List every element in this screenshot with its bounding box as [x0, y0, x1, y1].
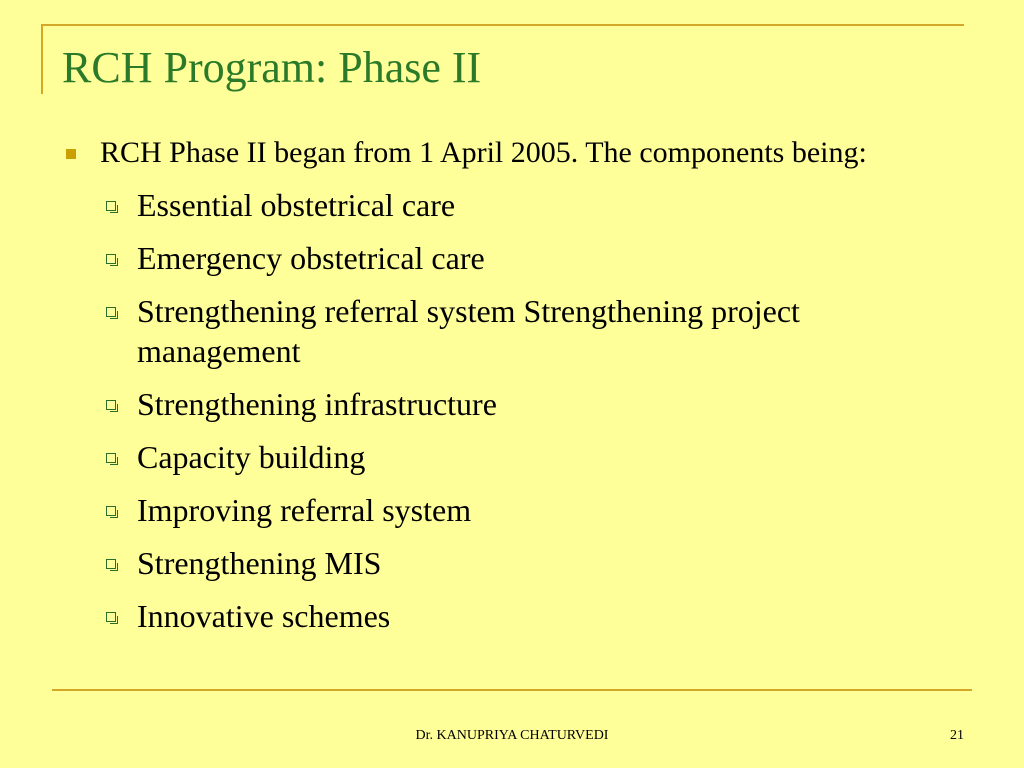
component-text: Strengthening MIS [137, 545, 382, 581]
hollow-square-bullet-icon [106, 400, 116, 410]
hollow-square-bullet-icon [106, 506, 116, 516]
component-text: Emergency obstetrical care [137, 240, 485, 276]
intro-bullet [62, 134, 942, 172]
component-text: Strengthening infrastructure [137, 386, 497, 422]
hollow-square-bullet-icon [106, 453, 116, 463]
component-text: Improving referral system [137, 492, 472, 528]
component-item [62, 291, 942, 371]
component-text: Essential obstetrical care [137, 187, 456, 223]
slide-content [62, 134, 942, 636]
component-item [62, 185, 942, 225]
intro-text: RCH Phase II began from 1 April 2005. The components being: [100, 136, 867, 169]
hollow-square-bullet-icon [106, 307, 116, 317]
component-item [62, 437, 942, 477]
title-frame-top-line [41, 24, 964, 26]
component-item [62, 596, 942, 636]
hollow-square-bullet-icon [106, 201, 116, 211]
component-item [62, 238, 942, 278]
hollow-square-bullet-icon [106, 559, 116, 569]
hollow-square-bullet-icon [106, 254, 116, 264]
footer-author: Dr. KANUPRIYA CHATURVEDI [415, 728, 609, 743]
filled-square-bullet-icon [66, 149, 76, 159]
component-item [62, 490, 942, 530]
slide-title: RCH Program: Phase II [62, 43, 482, 92]
component-item [62, 384, 942, 424]
footer-divider [52, 689, 972, 691]
component-text: Strengthening referral system Strengthening project management [137, 293, 800, 369]
component-text: Innovative schemes [137, 598, 391, 634]
component-item [62, 543, 942, 583]
hollow-square-bullet-icon [106, 612, 116, 622]
title-frame-left-line [41, 24, 43, 94]
component-text: Capacity building [137, 439, 366, 475]
page-number: 21 [950, 728, 964, 743]
